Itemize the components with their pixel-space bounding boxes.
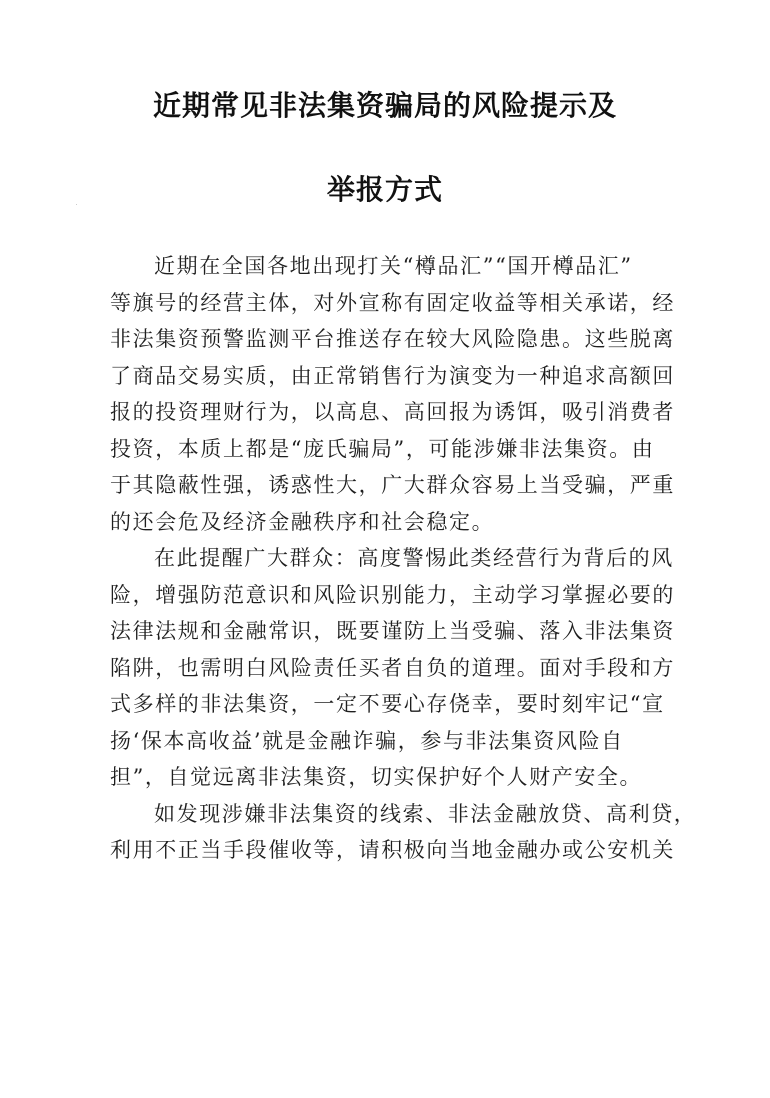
document-body (110, 248, 697, 869)
paragraph-line: 近期在全国各地出现打关“樽品汇”“国开樽品汇” (154, 254, 633, 278)
paragraph-line: 的还会危及经济金融秩序和社会稳定。 (110, 509, 495, 534)
paragraph-line: 于其隐蔽性强，诱惑性大，广大群众容易上当受骗，严重 (110, 473, 675, 497)
paragraph-line: 报的投资理财行为，以高息、高回报为诱饵，吸引消费者 (110, 400, 675, 424)
paragraph-line: 陷阱，也需明白风险责任买者自负的道理。面对手段和方 (110, 655, 675, 680)
paragraph-line: 扬‘保本高收益’就是金融诈骗，参与非法集资风险自 (110, 728, 624, 753)
paragraph-line: 险，增强防范意识和风险识别能力，主动学习掌握必要的 (110, 582, 675, 607)
document-title-line-2: 举报方式 (326, 173, 443, 206)
paragraph-line: 等旗号的经营主体，对外宣称有固定收益等相关承诺，经 (110, 290, 675, 315)
paragraph (110, 796, 697, 869)
paragraph-line: 利用不正当手段催收等，请积极向当地金融办或公安机关 (110, 838, 675, 862)
paragraph (110, 248, 675, 540)
paragraph-line: 投资，本质上都是“庞氏骗局”，可能涉嫌非法集资。由 (110, 436, 655, 461)
paragraph-line: 非法集资预警监测平台推送存在较大风险隐患。这些脱离 (110, 327, 675, 351)
scan-speck (76, 204, 77, 205)
paragraph (110, 540, 675, 796)
paragraph-line: 如发现涉嫌非法集资的线索、非法金融放贷、高利贷， (154, 801, 697, 826)
paragraph-line: 了商品交易实质，由正常销售行为演变为一种追求高额回 (110, 363, 675, 388)
paragraph-line: 担”，自觉远离非法集资，切实保护好个人财产安全。 (110, 765, 643, 789)
paragraph-line: 式多样的非法集资，一定不要心存侥幸，要时刻牢记“宣 (110, 692, 665, 716)
paragraph-line: 法律法规和金融常识，既要谨防上当受骗、落入非法集资 (110, 619, 675, 643)
paragraph-line: 在此提醒广大群众：高度警惕此类经营行为背后的风 (154, 546, 674, 570)
document-title-line-1: 近期常见非法集资骗局的风险提示及 (152, 89, 617, 122)
